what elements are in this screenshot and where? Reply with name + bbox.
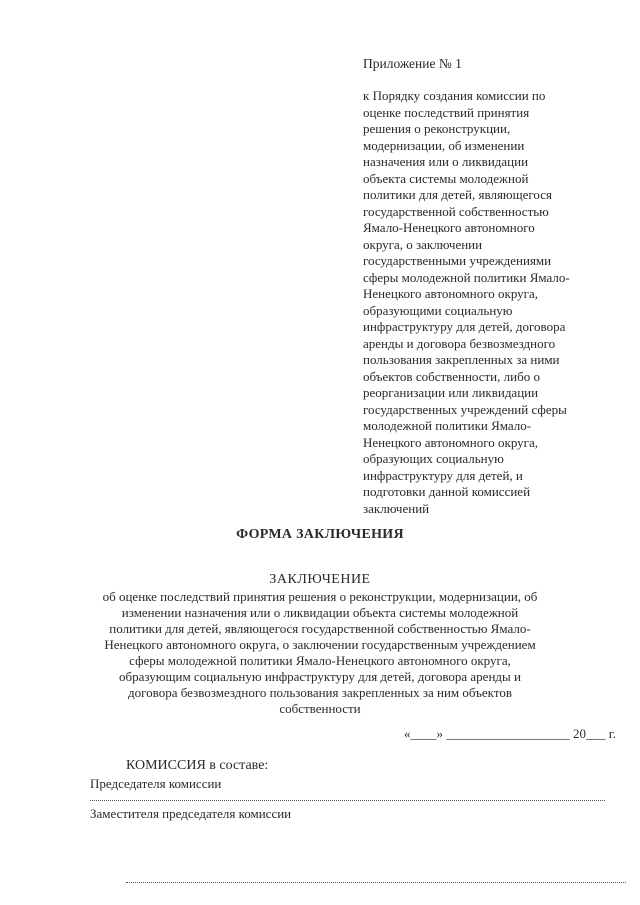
dotted-rule: [90, 800, 605, 801]
conclusion-line: договора безвозмездного пользования закрепленных за ним объектов: [128, 685, 512, 700]
appendix-line: реорганизации или ликвидации: [363, 385, 539, 400]
dotted-rule: [126, 882, 626, 883]
appendix-line: подготовки данной комиссией: [363, 484, 531, 499]
appendix-title: Приложение № 1: [363, 56, 462, 71]
appendix-line: политики для детей, являющегося: [363, 187, 553, 202]
appendix-line: образующих социальную: [363, 451, 504, 466]
commission-label: КОМИССИЯ в составе:: [126, 758, 269, 773]
appendix-line: государственными учреждениями: [363, 253, 552, 268]
appendix-line: Ненецкого автономного округа,: [363, 286, 538, 301]
conclusion-subtitle: [70, 589, 570, 717]
appendix-line: сферы молодежной политики Ямало-: [363, 269, 570, 285]
conclusion-line: политики для детей, являющегося государственной собственностью Ямало-: [109, 621, 531, 636]
appendix-line: оценке последствий принятия: [363, 104, 530, 120]
conclusion-line: собственности: [279, 701, 361, 716]
conclusion-line: сферы молодежной политики Ямало-Ненецкого автономного округа,: [129, 653, 511, 668]
appendix-line: государственной собственностью: [363, 203, 549, 219]
appendix-line: модернизации, об изменении: [363, 137, 525, 153]
appendix-line: решения о реконструкции,: [363, 121, 511, 136]
conclusion-line: Ненецкого автономного округа, о заключении государственным учреждением: [104, 637, 536, 652]
conclusion-line: об оценке последствий принятия решения о реконструкции, модернизации, об: [102, 589, 538, 604]
appendix-line: округа, о заключении: [363, 236, 483, 252]
appendix-line: заключений: [363, 500, 430, 516]
form-heading: ФОРМА ЗАКЛЮЧЕНИЯ: [236, 527, 404, 542]
chairman-label: Председателя комиссии: [90, 776, 222, 791]
appendix-line: Ямало-Ненецкого автономного: [363, 220, 535, 235]
appendix-line: государственных учреждений сферы: [363, 401, 567, 417]
appendix-line: пользования закрепленных за ними: [363, 352, 560, 367]
conclusion-line: изменении назначения или о ликвидации объекта системы молодежной: [121, 605, 519, 620]
appendix-line: инфраструктуру для детей, и: [363, 467, 523, 483]
appendix-line: объекта системы молодежной: [363, 170, 529, 186]
conclusion-line: образующим социальную инфраструктуру для детей, договора аренды и: [119, 669, 521, 684]
conclusion-title: ЗАКЛЮЧЕНИЕ: [269, 572, 371, 587]
deputy-chairman-label: Заместителя председателя комиссии: [90, 806, 292, 821]
appendix-text: [363, 88, 623, 517]
appendix-line: Ненецкого автономного округа,: [363, 434, 538, 450]
appendix-line: образующими социальную: [363, 302, 513, 318]
appendix-line: объектов собственности, либо о: [363, 368, 540, 384]
date-line: «____» ___________________ 20___ г.: [404, 726, 616, 741]
appendix-line: аренды и договора безвозмездного: [363, 335, 556, 351]
appendix-line: назначения или о ликвидации: [363, 154, 529, 169]
appendix-line: к Порядку создания комиссии по: [363, 88, 546, 103]
appendix-line: инфраструктуру для детей, договора: [363, 319, 566, 334]
appendix-line: молодежной политики Ямало-: [363, 418, 532, 433]
